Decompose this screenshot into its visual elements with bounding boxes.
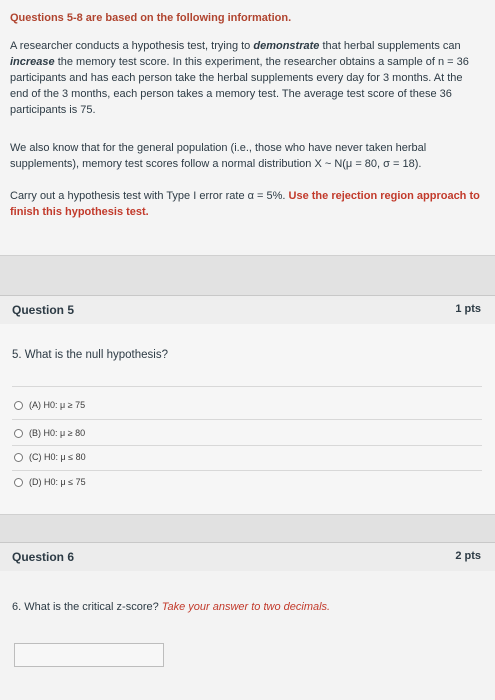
instruction-paragraph (10, 188, 480, 220)
answer-input[interactable] (14, 643, 164, 667)
divider (12, 445, 482, 446)
radio-icon[interactable] (14, 478, 23, 487)
question-5-header (0, 295, 495, 325)
emphasis-increase: increase (10, 56, 55, 68)
instruction-text: Carry out a hypothesis test with Type I error rate α = 5%. (10, 190, 289, 202)
divider (12, 470, 482, 471)
option-c-label: (C) H0: μ ≤ 80 (29, 452, 86, 462)
radio-icon[interactable] (14, 401, 23, 410)
option-c[interactable] (14, 452, 86, 462)
divider (12, 419, 482, 420)
question-6-text (12, 601, 330, 613)
option-a[interactable] (14, 400, 85, 410)
divider (12, 386, 482, 387)
question-6-prompt: 6. What is the critical z-score? (12, 601, 162, 613)
info-panel (0, 0, 495, 255)
scenario-text-3: the memory test score. In this experiment, the researcher obtains a sample of n = 36 participants and has each person take the herbal supplements every day for 3 months. At the end of the 3 months, each person takes a memory test. The average test score of these 36 participants is 75. (10, 56, 469, 116)
question-5-body (0, 324, 495, 514)
option-d-label: (D) H0: μ ≤ 75 (29, 477, 86, 487)
info-title: Questions 5-8 are based on the following information. (10, 12, 292, 24)
option-b[interactable] (14, 428, 85, 438)
question-6-header (0, 542, 495, 572)
scenario-paragraph (10, 38, 480, 118)
question-6-hint: Take your answer to two decimals. (161, 601, 331, 613)
section-divider (0, 514, 495, 543)
question-5-points: 1 pts (455, 303, 481, 315)
option-d[interactable] (14, 477, 86, 487)
option-b-label: (B) H0: μ ≥ 80 (29, 428, 86, 438)
option-a-label: (A) H0: μ ≥ 75 (29, 400, 86, 410)
question-6-points: 2 pts (455, 550, 481, 562)
question-6-body (0, 571, 495, 700)
scenario-text-2: that herbal supplements can (319, 40, 461, 52)
section-divider (0, 255, 495, 296)
radio-icon[interactable] (14, 453, 23, 462)
population-paragraph: We also know that for the general population (i.e., those who have never taken herbal supplements), memory test scores follow a normal distribution X ~ N(μ = 80, σ = 18). (10, 142, 427, 170)
question-5-title: Question 5 (12, 303, 75, 317)
emphasis-demonstrate: demonstrate (253, 40, 320, 52)
question-6-title: Question 6 (12, 550, 75, 564)
radio-icon[interactable] (14, 429, 23, 438)
instruction-highlight: Use the rejection region approach to finish this hypothesis test. (10, 190, 480, 218)
scenario-text-1: A researcher conducts a hypothesis test, trying to (10, 40, 254, 52)
question-5-text: 5. What is the null hypothesis? (12, 349, 168, 361)
